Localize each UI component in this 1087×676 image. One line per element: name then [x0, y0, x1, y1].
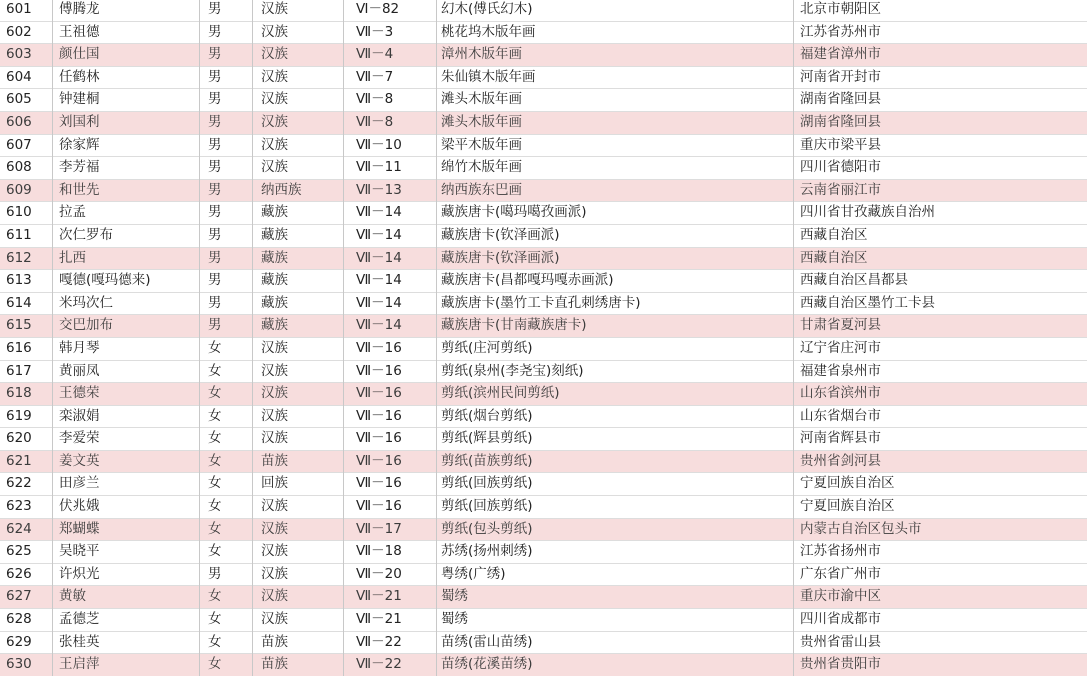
gender-cell: 男 — [200, 66, 253, 89]
project-name-cell: 滩头木版年画 — [437, 89, 794, 112]
project-name-cell: 剪纸(苗族剪纸) — [437, 450, 794, 473]
inheritor-name-cell: 李爱荣 — [53, 428, 200, 451]
table-row — [0, 0, 1087, 21]
table-row — [0, 134, 1087, 157]
table-row — [0, 586, 1087, 609]
item-code-cell: Ⅶ－16 — [344, 450, 437, 473]
region-cell: 辽宁省庄河市 — [794, 337, 1087, 360]
table-row — [0, 247, 1087, 270]
ethnicity-cell: 汉族 — [253, 541, 344, 564]
ethnicity-cell: 纳西族 — [253, 179, 344, 202]
gender-cell: 男 — [200, 89, 253, 112]
inheritor-name-cell: 许炽光 — [53, 563, 200, 586]
table-row — [0, 292, 1087, 315]
table-row — [0, 89, 1087, 112]
region-cell: 湖南省隆回县 — [794, 89, 1087, 112]
inheritor-name-cell: 韩月琴 — [53, 337, 200, 360]
table-row — [0, 563, 1087, 586]
item-code-cell: Ⅶ－8 — [344, 111, 437, 134]
row-number-cell: 606 — [0, 111, 53, 134]
ethnicity-cell: 藏族 — [253, 247, 344, 270]
row-number-cell: 627 — [0, 586, 53, 609]
project-name-cell: 粤绣(广绣) — [437, 563, 794, 586]
project-name-cell: 苗绣(花溪苗绣) — [437, 654, 794, 676]
item-code-cell: Ⅶ－18 — [344, 541, 437, 564]
gender-cell: 男 — [200, 292, 253, 315]
gender-cell: 女 — [200, 518, 253, 541]
item-code-cell: Ⅶ－14 — [344, 270, 437, 293]
row-number-cell: 619 — [0, 405, 53, 428]
row-number-cell: 609 — [0, 179, 53, 202]
project-name-cell: 剪纸(滨州民间剪纸) — [437, 383, 794, 406]
table-row — [0, 157, 1087, 180]
project-name-cell: 桃花坞木版年画 — [437, 21, 794, 44]
row-number-cell: 601 — [0, 0, 53, 21]
ethnicity-cell: 汉族 — [253, 360, 344, 383]
item-code-cell: Ⅶ－10 — [344, 134, 437, 157]
project-name-cell: 剪纸(包头剪纸) — [437, 518, 794, 541]
table-row — [0, 315, 1087, 338]
gender-cell: 女 — [200, 428, 253, 451]
ethnicity-cell: 苗族 — [253, 654, 344, 676]
region-cell: 云南省丽江市 — [794, 179, 1087, 202]
table-row — [0, 270, 1087, 293]
row-number-cell: 616 — [0, 337, 53, 360]
gender-cell: 男 — [200, 224, 253, 247]
gender-cell: 女 — [200, 631, 253, 654]
row-number-cell: 623 — [0, 496, 53, 519]
ethnicity-cell: 汉族 — [253, 44, 344, 67]
project-name-cell: 剪纸(回族剪纸) — [437, 473, 794, 496]
item-code-cell: Ⅶ－14 — [344, 202, 437, 225]
gender-cell: 男 — [200, 0, 253, 21]
region-cell: 江苏省苏州市 — [794, 21, 1087, 44]
ethnicity-cell: 汉族 — [253, 337, 344, 360]
row-number-cell: 607 — [0, 134, 53, 157]
row-number-cell: 612 — [0, 247, 53, 270]
ethnicity-cell: 藏族 — [253, 292, 344, 315]
table-row — [0, 450, 1087, 473]
region-cell: 西藏自治区昌都县 — [794, 270, 1087, 293]
item-code-cell: Ⅶ－14 — [344, 315, 437, 338]
row-number-cell: 610 — [0, 202, 53, 225]
region-cell: 河南省开封市 — [794, 66, 1087, 89]
region-cell: 福建省漳州市 — [794, 44, 1087, 67]
project-name-cell: 剪纸(泉州(李尧宝)刻纸) — [437, 360, 794, 383]
table-row — [0, 360, 1087, 383]
row-number-cell: 613 — [0, 270, 53, 293]
table-row — [0, 179, 1087, 202]
project-name-cell: 藏族唐卡(钦泽画派) — [437, 247, 794, 270]
ethnicity-cell: 汉族 — [253, 563, 344, 586]
region-cell: 湖南省隆回县 — [794, 111, 1087, 134]
region-cell: 西藏自治区 — [794, 224, 1087, 247]
region-cell: 四川省甘孜藏族自治州 — [794, 202, 1087, 225]
inheritor-name-cell: 嘎德(嘎玛德来) — [53, 270, 200, 293]
ethnicity-cell: 汉族 — [253, 0, 344, 21]
ethnicity-cell: 汉族 — [253, 428, 344, 451]
inheritor-name-cell: 李芳福 — [53, 157, 200, 180]
item-code-cell: Ⅵ－82 — [344, 0, 437, 21]
ethnicity-cell: 汉族 — [253, 609, 344, 632]
inheritor-name-cell: 吴晓平 — [53, 541, 200, 564]
table-row — [0, 609, 1087, 632]
inheritor-name-cell: 米玛次仁 — [53, 292, 200, 315]
item-code-cell: Ⅶ－11 — [344, 157, 437, 180]
row-number-cell: 621 — [0, 450, 53, 473]
region-cell: 内蒙古自治区包头市 — [794, 518, 1087, 541]
project-name-cell: 绵竹木版年画 — [437, 157, 794, 180]
row-number-cell: 605 — [0, 89, 53, 112]
project-name-cell: 苏绣(扬州刺绣) — [437, 541, 794, 564]
inheritor-name-cell: 钟建桐 — [53, 89, 200, 112]
table-row — [0, 224, 1087, 247]
project-name-cell: 藏族唐卡(噶玛噶孜画派) — [437, 202, 794, 225]
gender-cell: 男 — [200, 44, 253, 67]
inheritor-name-cell: 栾淑娟 — [53, 405, 200, 428]
table-row — [0, 631, 1087, 654]
row-number-cell: 624 — [0, 518, 53, 541]
gender-cell: 男 — [200, 179, 253, 202]
project-name-cell: 剪纸(烟台剪纸) — [437, 405, 794, 428]
project-name-cell: 纳西族东巴画 — [437, 179, 794, 202]
table-row — [0, 202, 1087, 225]
ethnicity-cell: 汉族 — [253, 21, 344, 44]
gender-cell: 男 — [200, 247, 253, 270]
ethnicity-cell: 苗族 — [253, 631, 344, 654]
table-row — [0, 111, 1087, 134]
row-number-cell: 618 — [0, 383, 53, 406]
project-name-cell: 朱仙镇木版年画 — [437, 66, 794, 89]
region-cell: 河南省辉县市 — [794, 428, 1087, 451]
item-code-cell: Ⅶ－16 — [344, 337, 437, 360]
item-code-cell: Ⅶ－16 — [344, 473, 437, 496]
table-row — [0, 44, 1087, 67]
ethnicity-cell: 藏族 — [253, 270, 344, 293]
project-name-cell: 剪纸(回族剪纸) — [437, 496, 794, 519]
row-number-cell: 629 — [0, 631, 53, 654]
item-code-cell: Ⅶ－17 — [344, 518, 437, 541]
table-row — [0, 428, 1087, 451]
region-cell: 西藏自治区墨竹工卡县 — [794, 292, 1087, 315]
ethnicity-cell: 汉族 — [253, 383, 344, 406]
ethnicity-cell: 汉族 — [253, 66, 344, 89]
project-name-cell: 藏族唐卡(昌都嘎玛嘎赤画派) — [437, 270, 794, 293]
inheritor-name-cell: 姜文英 — [53, 450, 200, 473]
ethnicity-cell: 汉族 — [253, 586, 344, 609]
row-number-cell: 620 — [0, 428, 53, 451]
region-cell: 江苏省扬州市 — [794, 541, 1087, 564]
region-cell: 重庆市梁平县 — [794, 134, 1087, 157]
inheritor-name-cell: 王祖德 — [53, 21, 200, 44]
ethnicity-cell: 藏族 — [253, 202, 344, 225]
ethnicity-cell: 汉族 — [253, 111, 344, 134]
table-row — [0, 473, 1087, 496]
row-number-cell: 608 — [0, 157, 53, 180]
gender-cell: 男 — [200, 134, 253, 157]
region-cell: 北京市朝阳区 — [794, 0, 1087, 21]
region-cell: 山东省滨州市 — [794, 383, 1087, 406]
region-cell: 宁夏回族自治区 — [794, 496, 1087, 519]
ethnicity-cell: 汉族 — [253, 134, 344, 157]
item-code-cell: Ⅶ－14 — [344, 292, 437, 315]
gender-cell: 女 — [200, 654, 253, 676]
region-cell: 贵州省雷山县 — [794, 631, 1087, 654]
inheritor-name-cell: 扎西 — [53, 247, 200, 270]
item-code-cell: Ⅶ－22 — [344, 654, 437, 676]
region-cell: 四川省德阳市 — [794, 157, 1087, 180]
ethnicity-cell: 汉族 — [253, 518, 344, 541]
project-name-cell: 藏族唐卡(甘南藏族唐卡) — [437, 315, 794, 338]
gender-cell: 女 — [200, 541, 253, 564]
row-number-cell: 615 — [0, 315, 53, 338]
gender-cell: 男 — [200, 315, 253, 338]
inheritor-name-cell: 郑蝴蝶 — [53, 518, 200, 541]
inheritor-name-cell: 傅腾龙 — [53, 0, 200, 21]
project-name-cell: 藏族唐卡(钦泽画派) — [437, 224, 794, 247]
item-code-cell: Ⅶ－22 — [344, 631, 437, 654]
row-number-cell: 617 — [0, 360, 53, 383]
item-code-cell: Ⅶ－14 — [344, 224, 437, 247]
table-row — [0, 518, 1087, 541]
project-name-cell: 蜀绣 — [437, 609, 794, 632]
inheritor-name-cell: 交巴加布 — [53, 315, 200, 338]
gender-cell: 男 — [200, 202, 253, 225]
region-cell: 甘肃省夏河县 — [794, 315, 1087, 338]
gender-cell: 男 — [200, 270, 253, 293]
gender-cell: 男 — [200, 111, 253, 134]
table-row — [0, 496, 1087, 519]
gender-cell: 女 — [200, 450, 253, 473]
ethnicity-cell: 藏族 — [253, 315, 344, 338]
gender-cell: 男 — [200, 157, 253, 180]
inheritor-name-cell: 王德荣 — [53, 383, 200, 406]
inheritor-name-cell: 和世先 — [53, 179, 200, 202]
gender-cell: 女 — [200, 473, 253, 496]
project-name-cell: 滩头木版年画 — [437, 111, 794, 134]
ethnicity-cell: 汉族 — [253, 89, 344, 112]
row-number-cell: 614 — [0, 292, 53, 315]
inheritor-name-cell: 田彦兰 — [53, 473, 200, 496]
project-name-cell: 苗绣(雷山苗绣) — [437, 631, 794, 654]
inheritor-name-cell: 次仁罗布 — [53, 224, 200, 247]
region-cell: 福建省泉州市 — [794, 360, 1087, 383]
table-row — [0, 541, 1087, 564]
row-number-cell: 622 — [0, 473, 53, 496]
gender-cell: 女 — [200, 586, 253, 609]
inheritor-name-cell: 黄敏 — [53, 586, 200, 609]
project-name-cell: 剪纸(辉县剪纸) — [437, 428, 794, 451]
item-code-cell: Ⅶ－21 — [344, 609, 437, 632]
ethnicity-cell: 汉族 — [253, 496, 344, 519]
row-number-cell: 603 — [0, 44, 53, 67]
row-number-cell: 602 — [0, 21, 53, 44]
item-code-cell: Ⅶ－16 — [344, 383, 437, 406]
table-row — [0, 383, 1087, 406]
item-code-cell: Ⅶ－14 — [344, 247, 437, 270]
row-number-cell: 604 — [0, 66, 53, 89]
gender-cell: 女 — [200, 609, 253, 632]
project-name-cell: 剪纸(庄河剪纸) — [437, 337, 794, 360]
region-cell: 贵州省剑河县 — [794, 450, 1087, 473]
region-cell: 重庆市渝中区 — [794, 586, 1087, 609]
inheritor-name-cell: 任鹤林 — [53, 66, 200, 89]
inheritor-name-cell: 刘国利 — [53, 111, 200, 134]
table-row — [0, 337, 1087, 360]
row-number-cell: 625 — [0, 541, 53, 564]
item-code-cell: Ⅶ－4 — [344, 44, 437, 67]
item-code-cell: Ⅶ－3 — [344, 21, 437, 44]
table-row — [0, 654, 1087, 676]
inheritor-name-cell: 拉孟 — [53, 202, 200, 225]
item-code-cell: Ⅶ－16 — [344, 405, 437, 428]
gender-cell: 女 — [200, 360, 253, 383]
project-name-cell: 藏族唐卡(墨竹工卡直孔刺绣唐卡) — [437, 292, 794, 315]
gender-cell: 女 — [200, 496, 253, 519]
item-code-cell: Ⅶ－20 — [344, 563, 437, 586]
region-cell: 广东省广州市 — [794, 563, 1087, 586]
inheritor-name-cell: 张桂英 — [53, 631, 200, 654]
gender-cell: 女 — [200, 405, 253, 428]
item-code-cell: Ⅶ－16 — [344, 496, 437, 519]
gender-cell: 男 — [200, 563, 253, 586]
item-code-cell: Ⅶ－21 — [344, 586, 437, 609]
region-cell: 山东省烟台市 — [794, 405, 1087, 428]
item-code-cell: Ⅶ－16 — [344, 360, 437, 383]
inheritor-name-cell: 黄丽凤 — [53, 360, 200, 383]
item-code-cell: Ⅶ－7 — [344, 66, 437, 89]
region-cell: 宁夏回族自治区 — [794, 473, 1087, 496]
project-name-cell: 蜀绣 — [437, 586, 794, 609]
inheritor-name-cell: 徐家辉 — [53, 134, 200, 157]
item-code-cell: Ⅶ－16 — [344, 428, 437, 451]
table-row — [0, 21, 1087, 44]
table-row — [0, 66, 1087, 89]
ethnicity-cell: 藏族 — [253, 224, 344, 247]
ethnicity-cell: 回族 — [253, 473, 344, 496]
item-code-cell: Ⅶ－13 — [344, 179, 437, 202]
inheritor-name-cell: 伏兆娥 — [53, 496, 200, 519]
row-number-cell: 626 — [0, 563, 53, 586]
ethnicity-cell: 汉族 — [253, 157, 344, 180]
inheritor-name-cell: 孟德芝 — [53, 609, 200, 632]
inheritor-name-cell: 颜仕国 — [53, 44, 200, 67]
table-row — [0, 405, 1087, 428]
region-cell: 贵州省贵阳市 — [794, 654, 1087, 676]
ethnicity-cell: 汉族 — [253, 405, 344, 428]
gender-cell: 男 — [200, 21, 253, 44]
row-number-cell: 630 — [0, 654, 53, 676]
gender-cell: 女 — [200, 383, 253, 406]
region-cell: 西藏自治区 — [794, 247, 1087, 270]
inheritor-name-cell: 王启萍 — [53, 654, 200, 676]
row-number-cell: 628 — [0, 609, 53, 632]
project-name-cell: 漳州木版年画 — [437, 44, 794, 67]
region-cell: 四川省成都市 — [794, 609, 1087, 632]
item-code-cell: Ⅶ－8 — [344, 89, 437, 112]
ethnicity-cell: 苗族 — [253, 450, 344, 473]
row-number-cell: 611 — [0, 224, 53, 247]
project-name-cell: 幻木(傅氏幻木) — [437, 0, 794, 21]
gender-cell: 女 — [200, 337, 253, 360]
project-name-cell: 梁平木版年画 — [437, 134, 794, 157]
